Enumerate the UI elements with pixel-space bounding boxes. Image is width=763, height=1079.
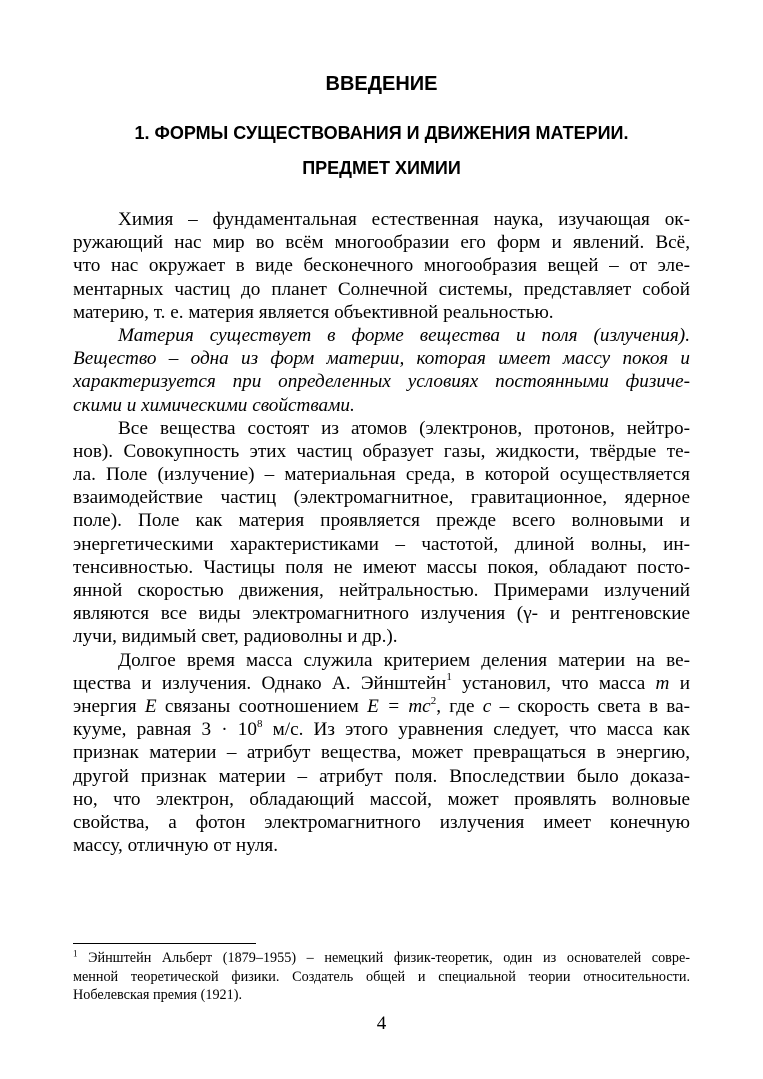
text-run: энергия: [73, 695, 145, 717]
footnote: [73, 949, 690, 1005]
paragraph-1-line: материю, т. е. материя является объективной реальностью.: [73, 301, 554, 323]
section-title-line-1: 1. ФОРМЫ СУЩЕСТВОВАНИЯ И ДВИЖЕНИЯ МАТЕРИИ.: [134, 123, 629, 143]
text-run: связаны соотношением: [156, 695, 368, 717]
page-title: ВВЕДЕНИЕ: [325, 73, 438, 95]
paragraph-4-line: Долгое время масса служила критерием деления материи на ве-: [118, 649, 690, 671]
text-run: щества и излучения. Однако А. Эйнштейн: [73, 672, 447, 694]
paragraph-4-line: [73, 695, 690, 718]
text-run: , где: [436, 695, 483, 717]
variable-e: E: [144, 695, 157, 717]
formula-exponent: 2: [430, 694, 437, 707]
paragraph-1-line: ментарных частиц до планет Солнечной системы, представляет собой: [73, 278, 690, 300]
paragraph-4-line: свойства, а фотон электромагнитного излучения имеет конечную: [73, 811, 690, 833]
paragraph-2-line: скими и химическими свойствами.: [73, 394, 355, 416]
paragraph-4-line: массу, отличную от нуля.: [73, 835, 279, 857]
text-run: кууме, равная 3 · 10: [73, 719, 257, 741]
paragraph-3-line: янной скоростью движения, нейтральностью. Примерами излучений: [73, 580, 690, 601]
paragraph-3-line: лучи, видимый свет, радиоволны и др.).: [73, 626, 398, 648]
body-text: [73, 208, 690, 857]
text-run: установил, что масса: [451, 672, 656, 694]
paragraph-3-line: взаимодействие частиц (электромагнитное, гравитационное, ядерное: [73, 487, 690, 509]
paragraph-4-line: но, что электрон, обладающий массой, может проявлять волновые: [73, 788, 690, 810]
footnote-divider: [73, 943, 256, 944]
variable-c: c: [482, 695, 492, 717]
text-run: и: [669, 672, 690, 694]
paragraph-3-line: поле). Поле как материя проявляется прежде всего волновыми и: [73, 510, 690, 532]
paragraph-4-line: [73, 672, 690, 695]
paragraph-3-line: нов). Совокупность этих частиц образует газы, жидкости, твёрдые те-: [73, 440, 690, 462]
paragraph-4-line: признак материи – атрибут вещества, может превращаться в энергию,: [73, 742, 690, 764]
paragraph-2-line: Вещество – одна из форм материи, которая имеет массу покоя и: [73, 348, 690, 370]
paragraph-1-line: что нас окружает в виде бесконечного многообразия вещей – от эле-: [73, 255, 690, 277]
paragraph-3-line: Все вещества состоят из атомов (электронов, протонов, нейтро-: [118, 417, 690, 439]
section-title-line-2: ПРЕДМЕТ ХИМИИ: [302, 158, 461, 178]
text-run: – скорость света в ва-: [491, 695, 691, 717]
paragraph-3-line: энергетическими характеристиками – частотой, длиной волны, ин-: [73, 533, 690, 555]
text-run: м/с. Из этого уравнения следует, что масса как: [262, 719, 690, 741]
paragraph-3-line: тенсивностью. Частицы поля не имеют массы покоя, обладают посто-: [73, 556, 690, 578]
paragraph-4-line: другой признак материи – атрибут поля. Впоследствии было доказа-: [73, 765, 690, 787]
variable-m: m: [655, 672, 670, 694]
paragraph-2-line: характеризуется при определенных условиях постоянными физиче-: [73, 371, 690, 393]
footnote-marker: 1: [73, 948, 78, 959]
footnote-line: Нобелевская премия (1921).: [73, 987, 243, 1003]
footnote-line: [73, 949, 690, 968]
exponent: 8: [256, 717, 263, 730]
text-run: Эйнштейн Альберт (1879–1955) – немецкий физик-теоретик, один из основателей совре-: [77, 950, 690, 966]
footnote-line: менной теоретической физики. Создатель общей и специальной теории относительности.: [73, 968, 690, 985]
paragraph-3-line: ла. Поле (излучение) – материальная среда, в которой осуществляется: [73, 464, 690, 486]
page-number: 4: [376, 1013, 387, 1034]
formula: E = mc: [367, 695, 431, 717]
footnote-ref: 1: [446, 671, 452, 684]
paragraph-4-line: [73, 718, 690, 741]
paragraph-1-line: Химия – фундаментальная естественная наука, изучающая ок-: [118, 209, 690, 230]
paragraph-1-line: ружающий нас мир во всём многообразии его форм и явлений. Всё,: [73, 232, 690, 254]
paragraph-3-line: являются все виды электромагнитного излучения (γ- и рентгеновские: [73, 603, 690, 625]
paragraph-2-line: Материя существует в форме вещества и поля (излучения).: [118, 324, 690, 346]
